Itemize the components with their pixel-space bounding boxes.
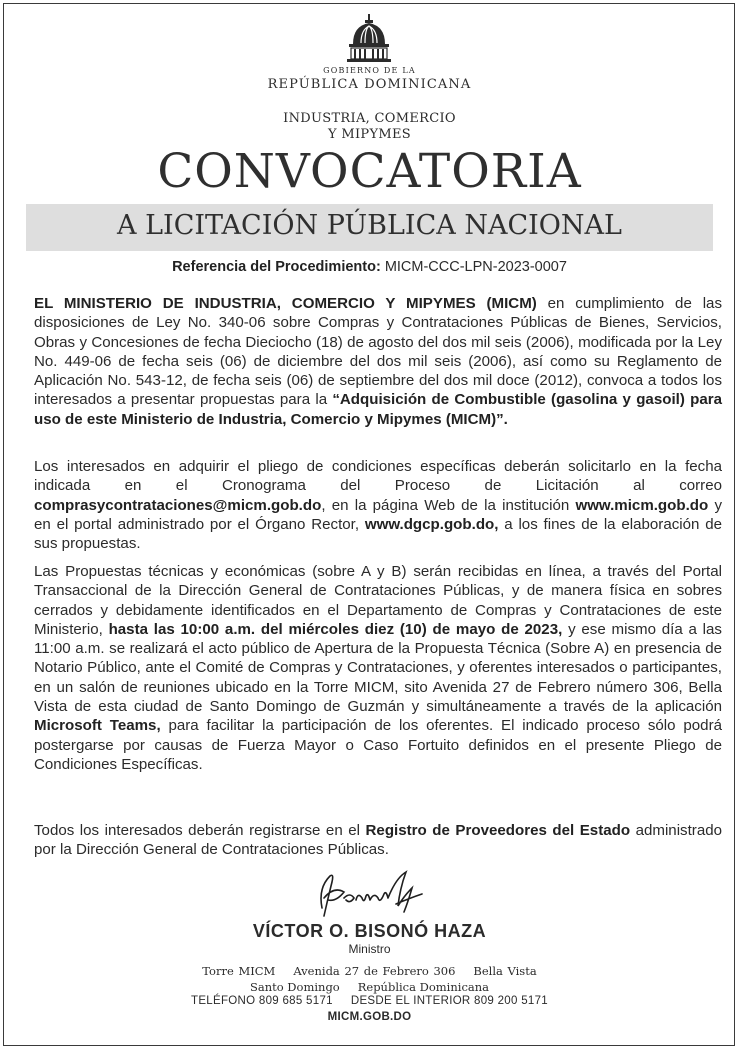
deadline: hasta las 10:00 a.m. del miércoles diez (10) de mayo de 2023, [108, 620, 563, 638]
paragraph-4-text-1: Todos los interesados deberán registrarse en el [34, 822, 366, 839]
sector: Bella Vista [473, 964, 537, 978]
city: Santo Domingo [249, 980, 340, 994]
tender-object: “Adquisición de Combustible (gasolina y gasoil) para uso de este Ministerio de Industria, Comercio y Mipymes (MICM)”. [34, 391, 722, 428]
paragraph-2-text-4: a los fines de la elaboración de sus propuestas. [34, 515, 723, 553]
app-name: Microsoft Teams, [34, 717, 161, 735]
paragraph-1 [34, 294, 722, 429]
procedure-reference [0, 259, 739, 275]
paragraph-4-text-2: administrado por la Dirección General de Contrataciones Públicas. [34, 822, 723, 859]
paragraph-2 [34, 457, 722, 553]
reference-label: Referencia del Procedimiento: [172, 259, 381, 275]
ministry-line-1: INDUSTRIA, COMERCIO [283, 111, 456, 126]
ministry-bold: EL MINISTERIO DE INDUSTRIA, COMERCIO Y MIPYMES (MICM) [34, 295, 537, 312]
handwritten-signature [300, 868, 450, 926]
signatory-role: Ministro [348, 942, 391, 956]
ministry-name [0, 111, 739, 143]
paragraph-2-text-2: , en la página Web de la institución [321, 496, 576, 514]
supplier-registry: Registro de Proveedores del Estado [365, 822, 631, 839]
phone-line [0, 995, 739, 1007]
micm-website-link[interactable]: www.micm.gob.do [575, 496, 709, 514]
gov-line-1: GOBIERNO DE LA [323, 66, 416, 75]
paragraph-3-text-3: para facilitar la participación de los oferentes. El indicado proceso sólo podrá postergarse por causas de Fuerza Mayor o Caso Fortuito definidos en el presente Pliego de Condiciones Específicas. [34, 717, 722, 773]
paragraph-3 [34, 562, 722, 774]
gov-line-2: REPÚBLICA DOMINICANA [267, 77, 472, 92]
paragraph-2-text-3: y en el portal administrado por el Órgano Rector, [34, 496, 722, 533]
address-line-2 [0, 980, 739, 994]
website[interactable]: MICM.GOB.DO [327, 1011, 412, 1023]
page-subtitle: A LICITACIÓN PÚBLICA NACIONAL [117, 210, 622, 241]
country: República Dominicana [357, 980, 490, 994]
reference-value: MICM-CCC-LPN-2023-0007 [384, 259, 567, 275]
paragraph-4 [34, 821, 722, 860]
interior-phone: DESDE EL INTERIOR 809 200 5171 [350, 995, 548, 1007]
page-title: CONVOCATORIA [157, 144, 582, 199]
paragraph-2-text-1: Los interesados en adquirir el pliego de condiciones específicas deberán solicitarlo en la fecha indicada en el Cronograma del Proceso de Licitación al correo [34, 458, 722, 495]
phone: TELÉFONO 809 685 5171 [191, 995, 333, 1007]
paragraph-3-text-1: Las Propuestas técnicas y económicas (sobre A y B) serán recibidas en línea, a través del Portal Transaccional de la Dirección General de Contrataciones Públicas, y de manera física en sobres cerrados y debidamente identificados en el Departamento de Compras y Contrataciones de este Ministerio, [34, 563, 722, 638]
email-link[interactable]: comprasycontrataciones@micm.gob.do [34, 496, 322, 514]
paragraph-1-text: en cumplimiento de las disposiciones de Ley No. 340-06 sobre Compras y Contrataciones Públicas de Bienes, Servicios, Obras y Concesiones de fecha Dieciocho (18) de agosto del dos mil seis (2006), modificada por la Ley No. 449-06 de fecha seis (06) de diciembre del dos mil seis (2006), así como su Reglamento de Aplicación No. 543-12, de fecha seis (06) de septiembre del dos mil doce (2012), convoca a todos los interesados a presentar propuestas para la [34, 295, 722, 409]
paragraph-3-text-2: y ese mismo día a las 11:00 a.m. se realizará el acto público de Apertura de la Propuesta Técnica (Sobre A) en presencia de Notario Público, ante el Comité de Compras y Contrataciones, y oferentes interesados o participantes, en un salón de reuniones ubicado en la Torre MICM, sito Avenida 27 de Febrero número 306, Bella Vista de esta ciudad de Santo Domingo de Guzmán y simultáneamente a través de la aplicación [34, 620, 722, 716]
ministry-line-2: Y MIPYMES [328, 127, 411, 142]
palace-dome-icon [344, 14, 394, 64]
building: Torre MICM [202, 964, 276, 978]
address-line-1 [0, 964, 739, 978]
avenue: Avenida 27 de Febrero 306 [293, 964, 456, 978]
signatory-name: VÍCTOR O. BISONÓ HAZA [252, 921, 487, 941]
dgcp-website-link[interactable]: www.dgcp.gob.do, [364, 515, 499, 533]
